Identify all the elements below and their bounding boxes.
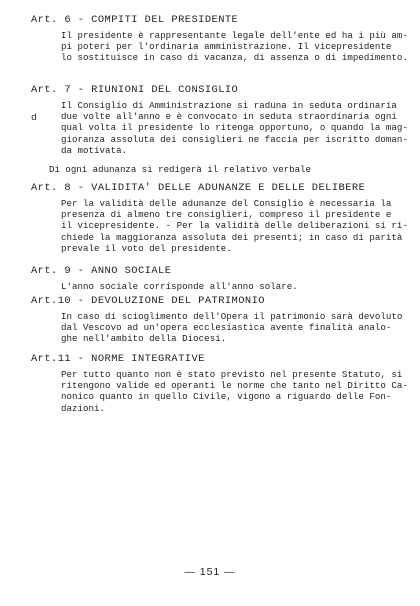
- text-line: dazioni.: [61, 402, 106, 414]
- article-9: [31, 265, 401, 292]
- article-body: [61, 30, 408, 64]
- article-body: [61, 198, 408, 254]
- text-line: ghe nell'ambito della Diocesi.: [61, 333, 227, 345]
- text-line: presenza di almeno tre consiglieri, compreso il presidente e: [61, 209, 392, 221]
- text-line: pi poteri per l'ordinaria amministrazione. Il vicepresidente: [61, 41, 392, 53]
- article-7: [31, 84, 408, 156]
- article-6: [31, 14, 408, 64]
- text-line: Per tutto quanto non è stato previsto nel presente Statuto, si: [61, 369, 403, 380]
- text-line: ritengono valide ed operanti le norme che tanto nel Diritto Ca-: [61, 380, 408, 392]
- article-8: [31, 182, 408, 254]
- text-line: prevale il voto del presidente.: [61, 242, 232, 254]
- article-heading: Art.11 - NORME INTEGRATIVE: [31, 353, 205, 365]
- text-line: due volte all'anno e è convocato in seduta straordinaria ogni: [61, 111, 397, 123]
- article-heading: Art. 7 - RIUNIONI DEL CONSIGLIO: [31, 84, 239, 96]
- text-line: lo sostituisce in caso di vacanza, di assenza o di impedimento.: [61, 52, 408, 64]
- text-line: Il Consiglio di Amministrazione si raduna in seduta ordinaria: [61, 100, 397, 111]
- article-7-note: Di ogni adunanza si redigerà il relativo verbale: [49, 164, 311, 175]
- text-line: Il presidente è rappresentante legale dell'ente ed ha i più am-: [61, 30, 408, 41]
- text-line: nonico quanto in quello Civile, vigono a riguardo delle Fon-: [61, 391, 392, 403]
- margin-mark: d: [31, 112, 37, 123]
- article-body: [61, 311, 403, 345]
- text-line: Per la validità delle adunanze del Consiglio è necessaria la: [61, 198, 392, 209]
- text-line: gioranza assoluta dei consiglieri ne faccia per iscritto doman-: [61, 133, 408, 145]
- text-line: In caso di scioglimento dell'Opera il patrimonio sarà devoluto: [61, 311, 403, 322]
- text-line: qual volta il presidente lo ritenga opportuno, o quando la mag-: [61, 122, 408, 134]
- article-heading: Art. 9 - ANNO SOCIALE: [31, 265, 172, 277]
- article-body: [61, 281, 391, 292]
- page-number: — 151 —: [184, 566, 236, 578]
- text-line: chiede la maggioranza assoluta dei presenti; in caso di parità: [61, 231, 403, 243]
- text-line: da motivata.: [61, 144, 128, 156]
- article-heading: Art. 6 - COMPITI DEL PRESIDENTE: [31, 14, 239, 26]
- article-body: [61, 100, 408, 156]
- text-line: il vicepresidente. - Per la validità delle deliberazioni si ri-: [61, 220, 408, 232]
- article-heading: Art.10 - DEVOLUZIONE DEL PATRIMONIO: [31, 295, 265, 307]
- article-10: [31, 295, 401, 345]
- article-heading: Art. 8 - VALIDITA' DELLE ADUNANZE E DELLE DELIBERE: [31, 182, 366, 194]
- article-body: [61, 369, 408, 414]
- text-line: L'anno sociale corrisponde all'anno solare.: [61, 281, 298, 292]
- article-11: [31, 353, 408, 414]
- text-line: dal Vescovo ad un'opera ecclesiastica avente finalità analo-: [61, 322, 392, 334]
